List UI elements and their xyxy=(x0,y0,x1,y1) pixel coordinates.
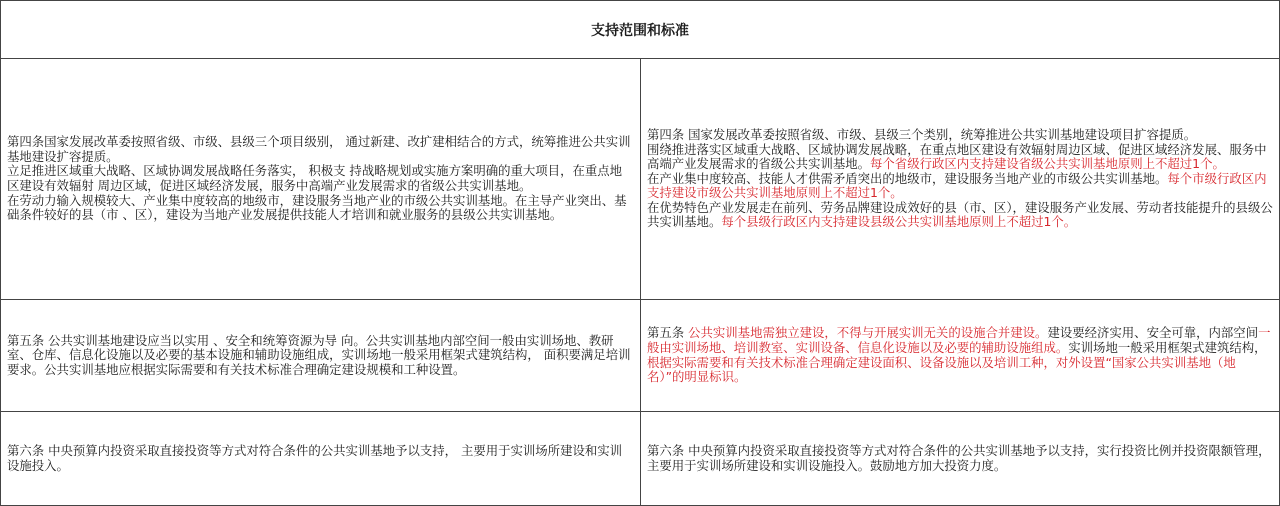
paragraph: 第五条 公共实训基地建设应当以实用 、安全和统筹资源为导 向。公共实训基地内部空间一般由实训场地、教研室、仓库、信息化设施以及必要的基本设施和辅助设施组成，实训场地一般采用框架式建筑结构， 面积要满足培训要求。公共实训基地应根据实际需要和有关技术标准合理确定建设规模和工种设置。 xyxy=(7,332,631,377)
paragraph: 第四条国家发展改革委按照省级、市级、县级三个项目级别， 通过新建、改扩建相结合的方式，统筹推进公共实训基地建设扩容提质。 xyxy=(7,134,631,164)
highlighted-change: 每个县级行政区内支持建设县级公共实训基地原则上不超过1个。 xyxy=(721,214,1077,230)
old-text-cell xyxy=(1,300,641,411)
highlighted-change: 一般由实训场地、培训教室、实训设备、信息化设施以及必要的辅助设施组成。 xyxy=(647,325,1271,355)
table-row-article-5 xyxy=(1,300,1279,412)
old-text-cell xyxy=(1,412,641,505)
paragraph-text: 第五条 xyxy=(647,325,689,341)
paragraph: 第四条 国家发展改革委按照省级、市级、县级三个类别，统筹推进公共实训基地建设项目扩容提质。 xyxy=(647,126,1197,142)
paragraph-text: 实训场地一般采用框架式建筑结构， xyxy=(1068,339,1267,355)
highlighted-change: 每个市级行政区内支持建设市级公共实训基地原则上不超过1个。 xyxy=(647,170,1267,201)
paragraph xyxy=(647,143,1273,172)
paragraph-text: 建设要经济实用、安全可靠，内部空间 xyxy=(1047,325,1259,341)
table-header xyxy=(1,1,1279,59)
table-title: 支持范围和标准 xyxy=(591,22,689,39)
table-row-article-4 xyxy=(1,59,1279,300)
new-text-cell xyxy=(641,59,1279,299)
new-text-cell xyxy=(641,300,1279,411)
highlighted-change: 公共实训基地需独立建设，不得与开展实训无关的设施合并建设。 xyxy=(688,325,1048,341)
new-text-cell xyxy=(641,412,1279,505)
paragraph-text: 围绕推进落实区域重大战略、区域协调发展战略，在重点地区建设有效辐射周边区域、促进区域经济发展、服务中高端产业发展需求的省级公共实训基地。 xyxy=(647,141,1267,172)
paragraph xyxy=(647,201,1273,230)
paragraph: 第六条 中央预算内投资采取直接投资等方式对符合条件的公共实训基地予以支持，实行投资比例并投资限额管理，主要用于实训场所建设和实训设施投入。鼓励地方加大投资力度。 xyxy=(647,442,1271,473)
paragraph: 在劳动力输入规模较大、产业集中度较高的地级市，建设服务当地产业的市级公共实训基地。在主导产业突出、基础条件较好的县（市 、区），建设为当地产业发展提供技能人才培训和就业服务的县级公共实训基地。 xyxy=(7,192,627,223)
highlighted-change: 根据实际需要和有关技术标准合理确定建设面积、设备设施以及培训工种，对外设置“国家公共实训基地（地名）”的明显标识。 xyxy=(647,354,1236,385)
paragraph: 立足推进区域重大战略、区域协调发展战略任务落实， 积极支 持战略规划或实施方案明确的重大项目，在重点地区建设有效辐射 周边区域，促进区域经济发展，服务中高端产业发展需求的省级公共实训基地。 xyxy=(7,163,623,193)
table-row-article-6 xyxy=(1,412,1279,505)
highlighted-change: 每个省级行政区内支持建设省级公共实训基地原则上不超过1个。 xyxy=(870,156,1225,172)
old-text-cell xyxy=(1,59,641,299)
paragraph-text: 在优势特色产业发展走在前列、劳务品牌建设成效好的县（市、区），建设服务产业发展、劳动者技能提升的县级公共实训基地。 xyxy=(647,199,1273,230)
paragraph xyxy=(647,172,1273,201)
paragraph: 第六条 中央预算内投资采取直接投资等方式对符合条件的公共实训基地予以支持， 主要用于实训场所建设和实训设施投入。 xyxy=(7,442,623,473)
paragraph-text: 在产业集中度较高、技能人才供需矛盾突出的地级市，建设服务当地产业的市级公共实训基地。 xyxy=(647,170,1168,186)
